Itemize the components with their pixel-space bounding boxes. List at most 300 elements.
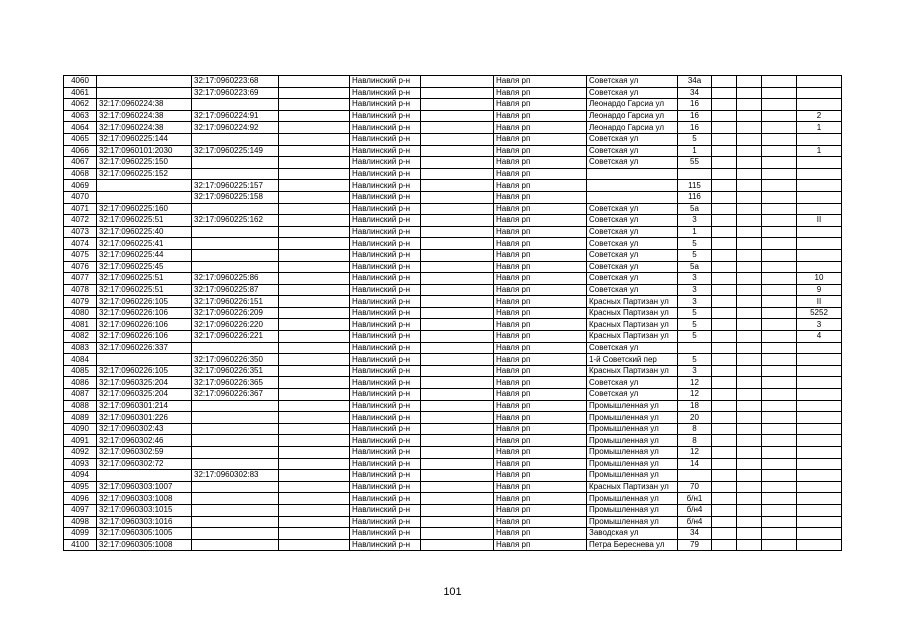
table-cell: 4061 [64, 87, 97, 99]
table-cell: 16 [678, 110, 712, 122]
table-cell [421, 481, 494, 493]
table-cell [279, 238, 350, 250]
table-cell [797, 528, 842, 540]
table-cell: 4073 [64, 226, 97, 238]
table-cell [762, 238, 797, 250]
table-row [64, 377, 842, 389]
table-row [64, 215, 842, 227]
table-row [64, 307, 842, 319]
table-cell: 32:17:0960226:351 [192, 365, 279, 377]
table-cell: 4074 [64, 238, 97, 250]
table-cell [192, 99, 279, 111]
table-row [64, 481, 842, 493]
table-cell [797, 191, 842, 203]
table-cell [737, 168, 762, 180]
table-cell [762, 215, 797, 227]
table-cell [712, 307, 737, 319]
table-cell [421, 319, 494, 331]
table-cell [737, 365, 762, 377]
table-cell [797, 458, 842, 470]
table-cell [737, 145, 762, 157]
table-cell [421, 539, 494, 551]
table-cell: 4078 [64, 284, 97, 296]
table-cell [421, 296, 494, 308]
table-cell [712, 110, 737, 122]
table-cell: Навлинский р-н [350, 412, 421, 424]
table-cell: 2 [797, 110, 842, 122]
table-row [64, 157, 842, 169]
table-cell: 32:17:0960225:157 [192, 180, 279, 192]
table-cell [279, 354, 350, 366]
table-cell [797, 76, 842, 88]
table-cell: Красных Партизан ул [587, 481, 678, 493]
table-cell [762, 307, 797, 319]
table-cell [279, 122, 350, 134]
table-cell: Навля рп [494, 458, 587, 470]
table-cell: Навля рп [494, 99, 587, 111]
table-cell [712, 296, 737, 308]
table-cell [279, 307, 350, 319]
table-cell: 5 [678, 354, 712, 366]
table-cell: Навля рп [494, 215, 587, 227]
table-cell: 32:17:0960224:92 [192, 122, 279, 134]
table-cell: 4088 [64, 400, 97, 412]
table-cell [712, 377, 737, 389]
table-cell [737, 458, 762, 470]
table-cell [279, 180, 350, 192]
table-cell: Навлинский р-н [350, 307, 421, 319]
table-cell: 32:17:0960302:83 [192, 470, 279, 482]
table-cell [737, 447, 762, 459]
table-cell: Навлинский р-н [350, 435, 421, 447]
table-cell: 1-й Советский пер [587, 354, 678, 366]
table-cell: Навлинский р-н [350, 238, 421, 250]
table-cell [737, 539, 762, 551]
table-cell [192, 528, 279, 540]
table-cell: 32:17:0960305:1005 [97, 528, 192, 540]
table-cell: 4064 [64, 122, 97, 134]
table-cell: Навля рп [494, 342, 587, 354]
table-cell: 32:17:0960303:1015 [97, 504, 192, 516]
table-cell [797, 389, 842, 401]
table-cell [97, 191, 192, 203]
table-cell: Навля рп [494, 180, 587, 192]
table-cell: Навля рп [494, 76, 587, 88]
table-cell: 32:17:0960303:1016 [97, 516, 192, 528]
table-cell [737, 516, 762, 528]
table-cell [762, 157, 797, 169]
table-cell [279, 203, 350, 215]
table-cell [797, 493, 842, 505]
table-cell: 32:17:0960224:38 [97, 122, 192, 134]
table-row [64, 400, 842, 412]
table-cell [737, 331, 762, 343]
table-cell: 32:17:0960302:43 [97, 423, 192, 435]
table-cell: 34а [678, 76, 712, 88]
table-cell: 12 [678, 447, 712, 459]
table-cell [421, 191, 494, 203]
table-cell [712, 516, 737, 528]
table-cell: Навля рп [494, 110, 587, 122]
table-cell [737, 389, 762, 401]
table-cell [421, 238, 494, 250]
table-cell [737, 435, 762, 447]
table-cell [279, 400, 350, 412]
table-row [64, 447, 842, 459]
table-cell [279, 412, 350, 424]
table-cell: Навлинский р-н [350, 389, 421, 401]
table-cell [279, 539, 350, 551]
table-cell [762, 447, 797, 459]
table-cell: Навлинский р-н [350, 447, 421, 459]
table-cell [421, 307, 494, 319]
table-cell: 3 [678, 365, 712, 377]
table-cell: Навлинский р-н [350, 226, 421, 238]
table-row [64, 435, 842, 447]
table-cell: Советская ул [587, 76, 678, 88]
table-cell [97, 87, 192, 99]
table-cell [797, 377, 842, 389]
table-cell [737, 215, 762, 227]
table-cell [192, 516, 279, 528]
table-cell: Промышленная ул [587, 470, 678, 482]
table-cell [192, 400, 279, 412]
table-cell [712, 365, 737, 377]
page-number: 101 [443, 586, 462, 598]
table-cell [797, 354, 842, 366]
table-cell [712, 481, 737, 493]
table-cell [279, 99, 350, 111]
table-row [64, 76, 842, 88]
table-cell: 4063 [64, 110, 97, 122]
table-cell: Заводская ул [587, 528, 678, 540]
table-cell [421, 273, 494, 285]
table-cell [712, 87, 737, 99]
table-row [64, 528, 842, 540]
table-cell [421, 423, 494, 435]
table-cell [797, 516, 842, 528]
table-cell [279, 76, 350, 88]
table-cell: 32:17:0960225:51 [97, 284, 192, 296]
table-cell: Навля рп [494, 516, 587, 528]
table-cell: Навля рп [494, 319, 587, 331]
table-row [64, 122, 842, 134]
table-cell: 4089 [64, 412, 97, 424]
table-cell: Навля рп [494, 504, 587, 516]
table-cell [421, 528, 494, 540]
table-cell [762, 342, 797, 354]
table-cell: Советская ул [587, 157, 678, 169]
table-cell: Навля рп [494, 249, 587, 261]
table-cell: 4072 [64, 215, 97, 227]
table-cell [279, 504, 350, 516]
table-cell [737, 528, 762, 540]
table-cell: 32:17:0960301:226 [97, 412, 192, 424]
table-cell [797, 539, 842, 551]
table-cell [712, 145, 737, 157]
table-cell [762, 377, 797, 389]
table-cell [97, 354, 192, 366]
table-cell: 4069 [64, 180, 97, 192]
table-cell: 5 [678, 331, 712, 343]
table-cell [421, 493, 494, 505]
table-cell: 32:17:0960325:204 [97, 389, 192, 401]
table-cell [421, 365, 494, 377]
table-cell [678, 168, 712, 180]
table-cell: 4091 [64, 435, 97, 447]
table-cell: 4100 [64, 539, 97, 551]
table-cell [797, 400, 842, 412]
table-cell [421, 133, 494, 145]
table-cell [762, 76, 797, 88]
table-cell: Навлинский р-н [350, 342, 421, 354]
table-cell [762, 493, 797, 505]
table-cell: 32:17:0960223:68 [192, 76, 279, 88]
table-cell [737, 284, 762, 296]
table-cell [797, 203, 842, 215]
table-cell: Советская ул [587, 249, 678, 261]
table-cell: Навлинский р-н [350, 273, 421, 285]
table-cell: Навля рп [494, 447, 587, 459]
table-cell: 32:17:0960226:151 [192, 296, 279, 308]
table-cell: 3 [678, 273, 712, 285]
table-cell [279, 110, 350, 122]
table-cell: Навлинский р-н [350, 365, 421, 377]
table-cell [279, 191, 350, 203]
table-cell [712, 157, 737, 169]
table-cell: 4094 [64, 470, 97, 482]
table-cell [712, 389, 737, 401]
table-cell [737, 470, 762, 482]
table-cell [279, 261, 350, 273]
table-cell [762, 249, 797, 261]
table-cell: 4084 [64, 354, 97, 366]
table-cell [797, 261, 842, 273]
table-cell [797, 249, 842, 261]
table-cell: 32:17:0960224:91 [192, 110, 279, 122]
table-cell [797, 470, 842, 482]
table-cell [762, 191, 797, 203]
table-cell: Навля рп [494, 307, 587, 319]
table-cell [737, 412, 762, 424]
table-cell [712, 447, 737, 459]
table-cell [737, 157, 762, 169]
table-cell: Промышленная ул [587, 435, 678, 447]
table-cell: б/н4 [678, 504, 712, 516]
table-cell [712, 249, 737, 261]
table-cell: Советская ул [587, 273, 678, 285]
table-cell [712, 528, 737, 540]
table-cell: Навлинский р-н [350, 377, 421, 389]
table-cell: Навлинский р-н [350, 87, 421, 99]
table-cell [737, 481, 762, 493]
table-cell [192, 238, 279, 250]
table-cell [797, 133, 842, 145]
table-cell [192, 157, 279, 169]
table-cell: Советская ул [587, 203, 678, 215]
table-cell [279, 331, 350, 343]
table-cell: 32:17:0960302:72 [97, 458, 192, 470]
table-cell [421, 435, 494, 447]
table-cell: 32:17:0960226:209 [192, 307, 279, 319]
table-cell: 32:17:0960224:38 [97, 99, 192, 111]
table-cell: Навлинский р-н [350, 168, 421, 180]
table-cell [737, 76, 762, 88]
table-cell: Леонардо Гарсиа ул [587, 110, 678, 122]
table-cell [587, 180, 678, 192]
table-cell: 4071 [64, 203, 97, 215]
table-cell: 32:17:0960226:337 [97, 342, 192, 354]
table-cell: 5 [678, 319, 712, 331]
table-cell [279, 470, 350, 482]
table-cell [279, 284, 350, 296]
table-cell [192, 539, 279, 551]
table-row [64, 261, 842, 273]
table-cell [421, 261, 494, 273]
table-row [64, 180, 842, 192]
table-cell [797, 365, 842, 377]
table-cell [712, 319, 737, 331]
table-cell: Навлинский р-н [350, 215, 421, 227]
table-cell: б/н4 [678, 516, 712, 528]
table-cell: 4086 [64, 377, 97, 389]
table-cell [712, 342, 737, 354]
table-cell: Навля рп [494, 423, 587, 435]
table-cell: 32:17:0960226:105 [97, 296, 192, 308]
table-cell [279, 157, 350, 169]
table-cell [587, 168, 678, 180]
table-cell: 4085 [64, 365, 97, 377]
table-cell: 32:17:0960226:106 [97, 331, 192, 343]
table-cell [192, 261, 279, 273]
table-cell [762, 481, 797, 493]
table-row [64, 423, 842, 435]
table-cell: 32:17:0960226:106 [97, 319, 192, 331]
table-cell: Навля рп [494, 273, 587, 285]
table-cell [737, 400, 762, 412]
table-cell: 3 [678, 284, 712, 296]
table-cell [421, 249, 494, 261]
table-cell: Навлинский р-н [350, 203, 421, 215]
table-cell: Красных Партизан ул [587, 319, 678, 331]
table-cell [797, 481, 842, 493]
table-cell [762, 470, 797, 482]
table-cell: Красных Партизан ул [587, 307, 678, 319]
table-cell [421, 354, 494, 366]
table-cell [678, 470, 712, 482]
table-cell [279, 377, 350, 389]
table-cell: Навля рп [494, 331, 587, 343]
table-cell: 3 [678, 296, 712, 308]
table-cell: 55 [678, 157, 712, 169]
table-cell [737, 180, 762, 192]
table-cell: 4096 [64, 493, 97, 505]
table-cell [797, 157, 842, 169]
table-cell: 34 [678, 87, 712, 99]
table-cell: Советская ул [587, 261, 678, 273]
table-cell: 32:17:0960302:59 [97, 447, 192, 459]
table-row [64, 87, 842, 99]
table-cell [762, 133, 797, 145]
table-cell: 12 [678, 389, 712, 401]
table-cell [421, 168, 494, 180]
table-cell: 32:17:0960225:162 [192, 215, 279, 227]
table-cell [737, 296, 762, 308]
table-cell: Навля рп [494, 493, 587, 505]
table-cell: 1 [678, 145, 712, 157]
table-cell [279, 296, 350, 308]
table-cell [421, 516, 494, 528]
table-cell [712, 238, 737, 250]
table-cell: 5 [678, 249, 712, 261]
table-cell: 4075 [64, 249, 97, 261]
table-cell [279, 423, 350, 435]
table-cell [762, 284, 797, 296]
table-cell: 14 [678, 458, 712, 470]
table-cell: 4097 [64, 504, 97, 516]
table-cell [192, 435, 279, 447]
table-cell: 5 [678, 307, 712, 319]
table-cell [737, 203, 762, 215]
table-cell: 4083 [64, 342, 97, 354]
table-cell: 3 [797, 319, 842, 331]
table-cell [737, 273, 762, 285]
table-cell: 16 [678, 99, 712, 111]
table-cell [279, 133, 350, 145]
table-cell: Навля рп [494, 435, 587, 447]
table-cell: II [797, 296, 842, 308]
table-cell: 32:17:0960305:1008 [97, 539, 192, 551]
table-cell: 4092 [64, 447, 97, 459]
table-cell [762, 226, 797, 238]
table-cell: Навлинский р-н [350, 458, 421, 470]
table-cell [421, 99, 494, 111]
table-cell: 32:17:0960225:45 [97, 261, 192, 273]
table-cell: Навлинский р-н [350, 423, 421, 435]
table-cell: Навлинский р-н [350, 110, 421, 122]
table-row [64, 145, 842, 157]
table-cell: Навля рп [494, 400, 587, 412]
table-row [64, 203, 842, 215]
table-cell [421, 87, 494, 99]
table-cell: Навля рп [494, 365, 587, 377]
table-cell [97, 180, 192, 192]
table-cell: Навлинский р-н [350, 99, 421, 111]
table-cell [279, 342, 350, 354]
table-cell [678, 342, 712, 354]
table-cell: 32:17:0960225:158 [192, 191, 279, 203]
table-cell [421, 470, 494, 482]
table-row [64, 365, 842, 377]
table-cell [421, 157, 494, 169]
table-cell [712, 99, 737, 111]
table-cell [279, 389, 350, 401]
table-cell [192, 481, 279, 493]
table-cell [192, 458, 279, 470]
table-cell [421, 504, 494, 516]
table-cell [712, 493, 737, 505]
table-cell: Навлинский р-н [350, 249, 421, 261]
table-cell [192, 423, 279, 435]
table-cell: Красных Партизан ул [587, 365, 678, 377]
table-cell [421, 284, 494, 296]
table-cell: Навлинский р-н [350, 354, 421, 366]
table-row [64, 191, 842, 203]
table-cell: Навлинский р-н [350, 76, 421, 88]
table-cell: 32:17:0960224:38 [97, 110, 192, 122]
table-cell [797, 238, 842, 250]
table-row [64, 284, 842, 296]
